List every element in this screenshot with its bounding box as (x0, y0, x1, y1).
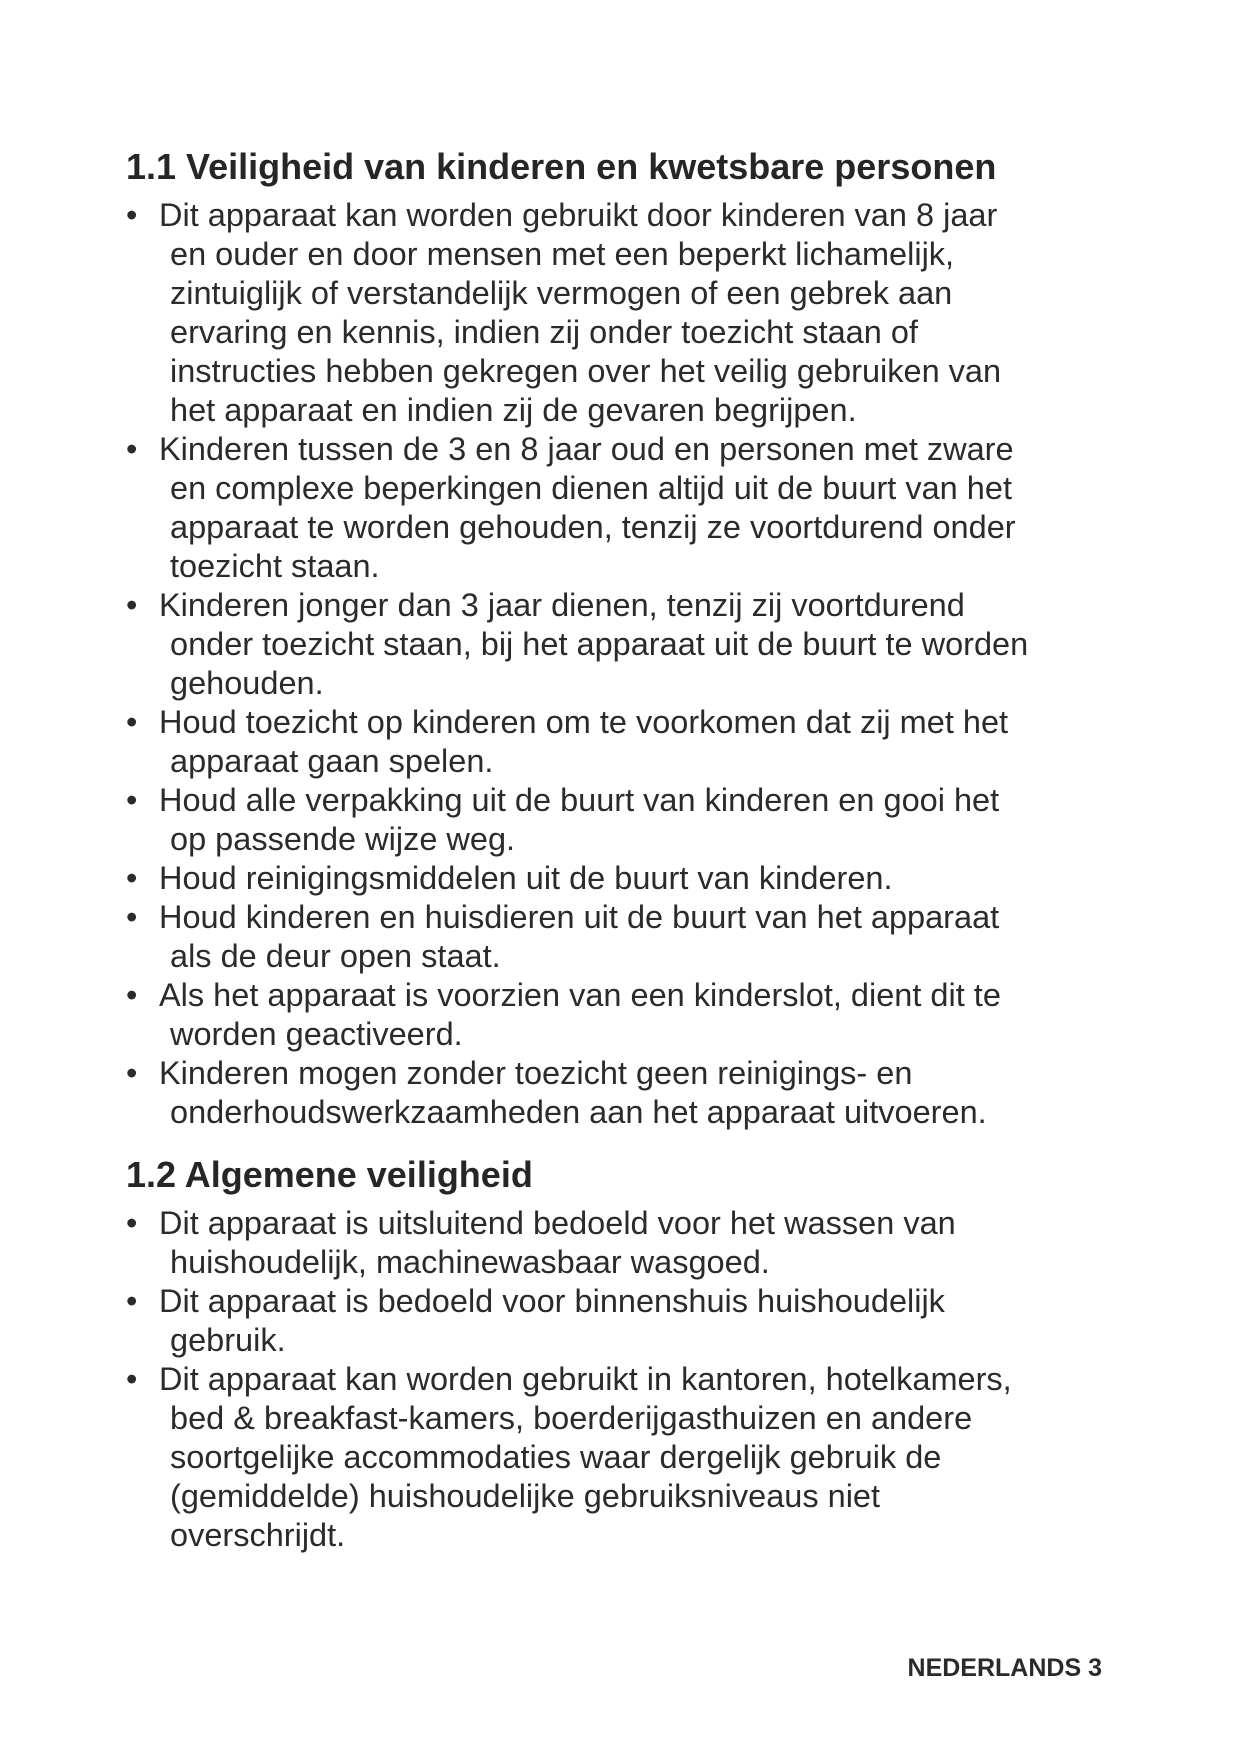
bullet-icon: • (126, 782, 138, 818)
list-item-text-line: worden geactiveerd. (170, 1016, 463, 1052)
list-item-text-line: Dit apparaat is uitsluitend bedoeld voor het wassen van (159, 1205, 956, 1241)
list-item-text-line: Kinderen jonger dan 3 jaar dienen, tenzij zij voortdurend (159, 587, 965, 623)
list-item-text-line: als de deur open staat. (170, 938, 501, 974)
list-item (126, 976, 1126, 1054)
list-item-text-line: huishoudelijk, machinewasbaar wasgoed. (170, 1244, 770, 1280)
list-item-text-line: soortgelijke accommodaties waar dergelijk gebruik de (170, 1439, 942, 1475)
list-item-text-line: instructies hebben gekregen over het veilig gebruiken van (170, 353, 1002, 389)
bullet-icon: • (126, 431, 138, 467)
list-item-text-line: onderhoudswerkzaamheden aan het apparaat uitvoeren. (170, 1094, 987, 1130)
list-item (126, 1054, 1126, 1132)
list-item-text-line: Houd reinigingsmiddelen uit de buurt van kinderen. (159, 860, 893, 896)
list-item (126, 703, 1126, 781)
list-item-text-line: en complexe beperkingen dienen altijd uit de buurt van het (170, 470, 1012, 506)
bullet-icon: • (126, 1361, 138, 1397)
list-item-text-line: ervaring en kennis, indien zij onder toezicht staan of (170, 314, 918, 350)
list-item-text-line: bed & breakfast-kamers, boerderijgasthuizen en andere (170, 1400, 973, 1436)
bullet-list (126, 196, 1126, 1132)
list-item-text-line: gehouden. (170, 665, 324, 701)
list-item-text-line: toezicht staan. (170, 548, 380, 584)
list-item-text-line: apparaat gaan spelen. (170, 743, 494, 779)
bullet-icon: • (126, 1055, 138, 1091)
list-item-text-line: Houd alle verpakking uit de buurt van kinderen en gooi het (159, 782, 1000, 818)
section-2 (126, 1154, 1126, 1555)
page-content (126, 146, 1126, 1555)
bullet-icon: • (126, 860, 138, 896)
list-item-text-line: Dit apparaat kan worden gebruikt door kinderen van 8 jaar (159, 197, 998, 233)
list-item-text-line: Kinderen tussen de 3 en 8 jaar oud en personen met zware (159, 431, 1014, 467)
section-heading: 1.1 Veiligheid van kinderen en kwetsbare personen (126, 146, 997, 187)
section-heading: 1.2 Algemene veiligheid (126, 1154, 533, 1195)
list-item-text-line: Kinderen mogen zonder toezicht geen reinigings- en (159, 1055, 913, 1091)
list-item (126, 781, 1126, 859)
bullet-icon: • (126, 1283, 138, 1319)
list-item-text-line: gebruik. (170, 1322, 286, 1358)
bullet-list (126, 1204, 1126, 1555)
list-item-text-line: Houd kinderen en huisdieren uit de buurt van het apparaat (159, 899, 1000, 935)
list-item-text-line: Houd toezicht op kinderen om te voorkomen dat zij met het (159, 704, 1009, 740)
list-item (126, 1360, 1126, 1555)
bullet-icon: • (126, 587, 138, 623)
list-item-text-line: Dit apparaat is bedoeld voor binnenshuis huishoudelijk (159, 1283, 945, 1319)
list-item-text-line: zintuiglijk of verstandelijk vermogen of een gebrek aan (170, 275, 953, 311)
section-1 (126, 146, 1126, 1132)
list-item (126, 1204, 1126, 1282)
bullet-icon: • (126, 704, 138, 740)
page-footer: NEDERLANDS 3 (907, 1654, 1102, 1682)
list-item-text-line: apparaat te worden gehouden, tenzij ze voortdurend onder (170, 509, 1016, 545)
bullet-icon: • (126, 1205, 138, 1241)
list-item-text-line: (gemiddelde) huishoudelijke gebruiksniveaus niet (170, 1478, 881, 1514)
list-item-text-line: Als het apparaat is voorzien van een kinderslot, dient dit te (159, 977, 1001, 1013)
list-item-text-line: op passende wijze weg. (170, 821, 516, 857)
bullet-icon: • (126, 977, 138, 1013)
list-item-text-line: en ouder en door mensen met een beperkt lichamelijk, (170, 236, 955, 272)
list-item (126, 898, 1126, 976)
list-item-text-line: overschrijdt. (170, 1517, 346, 1553)
list-item-text-line: Dit apparaat kan worden gebruikt in kantoren, hotelkamers, (159, 1361, 1012, 1397)
list-item (126, 586, 1126, 703)
list-item (126, 430, 1126, 586)
list-item (126, 1282, 1126, 1360)
bullet-icon: • (126, 197, 138, 233)
list-item (126, 859, 1126, 898)
list-item-text-line: het apparaat en indien zij de gevaren begrijpen. (170, 392, 857, 428)
list-item (126, 196, 1126, 430)
bullet-icon: • (126, 899, 138, 935)
list-item-text-line: onder toezicht staan, bij het apparaat uit de buurt te worden (170, 626, 1029, 662)
